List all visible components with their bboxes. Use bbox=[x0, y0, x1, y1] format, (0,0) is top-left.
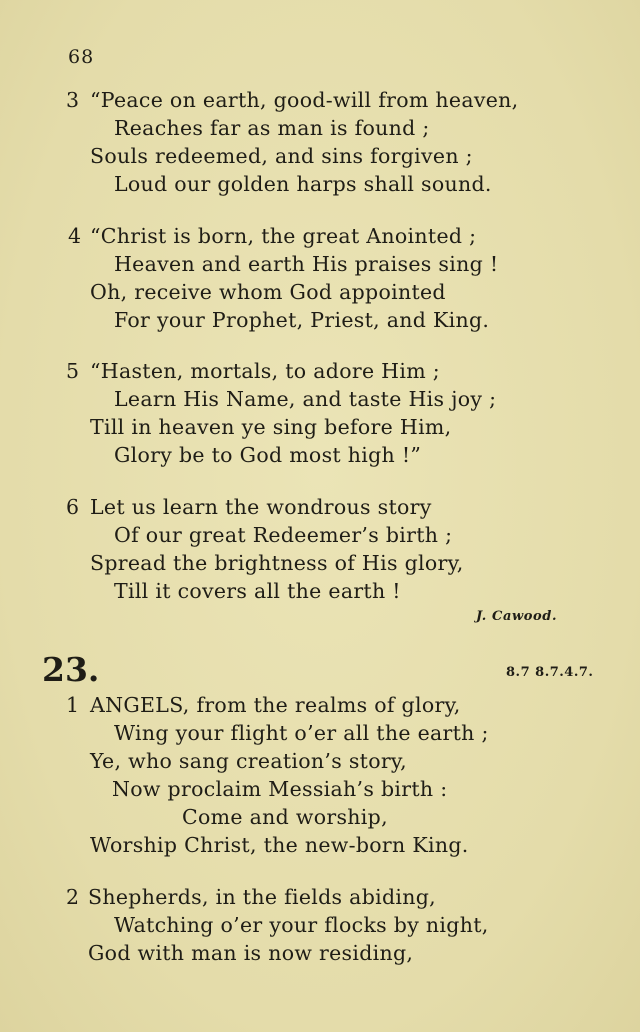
verse-line: Wing your flight o’er all the earth ; bbox=[114, 721, 489, 745]
stanza-number: 6 bbox=[66, 495, 80, 519]
verse-line: “Hasten, mortals, to adore Him ; bbox=[90, 359, 440, 383]
verse-line: Of our great Redeemer’s birth ; bbox=[114, 523, 453, 547]
stanza-number: 1 bbox=[66, 693, 80, 717]
verse-line: Oh, receive whom God appointed bbox=[90, 280, 446, 304]
verse-line: Come and worship, bbox=[182, 805, 388, 829]
stanza-number: 2 bbox=[66, 885, 80, 909]
verse-line: Worship Christ, the new-born King. bbox=[90, 833, 469, 857]
verse-line: Heaven and earth His praises sing ! bbox=[114, 252, 499, 276]
author-attribution: J. Cawood. bbox=[476, 609, 558, 624]
hymn-meter: 8.7 8.7.4.7. bbox=[506, 665, 594, 680]
stanza-number: 3 bbox=[66, 88, 80, 112]
verse-line: “Peace on earth, good-will from heaven, bbox=[90, 88, 519, 112]
verse-line: Let us learn the wondrous story bbox=[90, 495, 432, 519]
stanza-number: 5 bbox=[66, 359, 80, 383]
stanza-number: 4 bbox=[68, 224, 82, 248]
verse-line: Watching o’er your flocks by night, bbox=[114, 913, 489, 937]
verse-line: Shepherds, in the fields abiding, bbox=[88, 885, 436, 909]
verse-line: Learn His Name, and taste His joy ; bbox=[114, 387, 497, 411]
verse-line: Souls redeemed, and sins forgiven ; bbox=[90, 144, 473, 168]
verse-line: For your Prophet, Priest, and King. bbox=[114, 308, 490, 332]
verse-line: “Christ is born, the great Anointed ; bbox=[90, 224, 477, 248]
verse-line: Now proclaim Messiah’s birth : bbox=[112, 777, 448, 801]
verse-line: God with man is now residing, bbox=[88, 941, 414, 965]
verse-line: Loud our golden harps shall sound. bbox=[114, 172, 492, 196]
verse-line: Spread the brightness of His glory, bbox=[90, 551, 464, 575]
verse-line: ANGELS, from the realms of glory, bbox=[90, 693, 461, 717]
verse-line: Ye, who sang creation’s story, bbox=[90, 749, 407, 773]
page-number: 68 bbox=[68, 46, 95, 68]
verse-line: Glory be to God most high !” bbox=[114, 443, 422, 467]
verse-line: Till it covers all the earth ! bbox=[114, 579, 401, 603]
hymn-number: 23. bbox=[42, 650, 100, 689]
verse-line: Reaches far as man is found ; bbox=[114, 116, 430, 140]
verse-line: Till in heaven ye sing before Him, bbox=[90, 415, 452, 439]
